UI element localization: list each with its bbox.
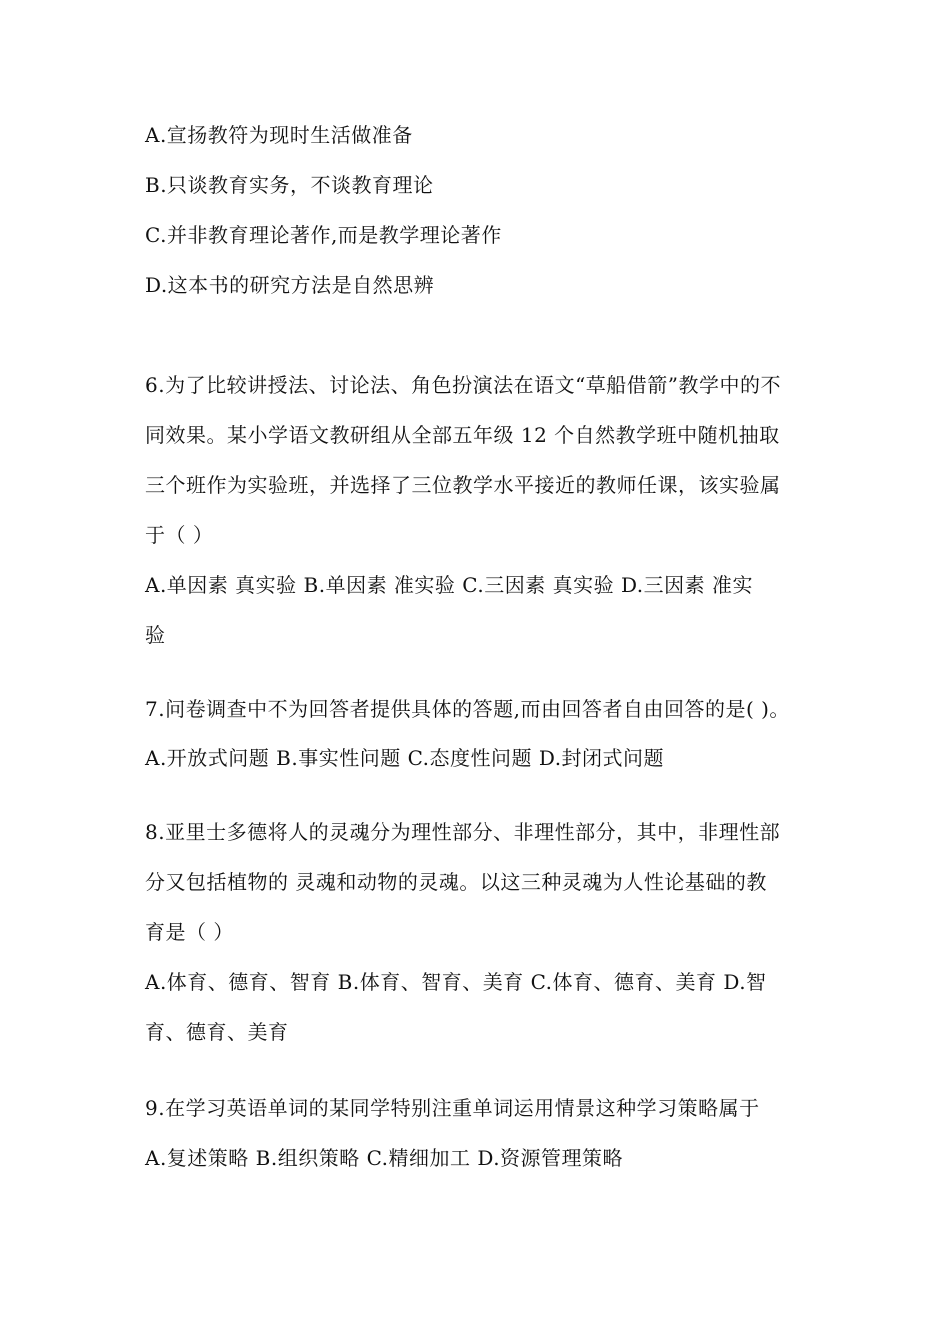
q9-stem: 9.在学习英语单词的某同学特别注重单词运用情景这种学习策略属于 xyxy=(145,1096,760,1120)
q8-stem-line-1: 8.亚里士多德将人的灵魂分为理性部分、非理性部分，其中，非理性部 xyxy=(145,820,781,844)
q5-option-c: C.并非教育理论著作,而是教学理论著作 xyxy=(145,223,502,247)
q7-options: A.开放式问题 B.事实性问题 C.态度性问题 D.封闭式问题 xyxy=(145,746,665,770)
q6-stem-line-1: 6.为了比较讲授法、讨论法、角色扮演法在语文“草船借箭”教学中的不 xyxy=(145,373,782,397)
q5-option-d: D.这本书的研究方法是自然思辨 xyxy=(145,273,435,297)
q8-stem-line-3: 育是（ ） xyxy=(145,920,234,944)
q8-stem-line-2: 分又包括植物的 灵魂和动物的灵魂。以这三种灵魂为人性论基础的教 xyxy=(145,870,767,894)
q8-options-line-2: 育、德育、美育 xyxy=(145,1020,289,1044)
q6-stem-line-2: 同效果。某小学语文教研组从全部五年级 12 个自然教学班中随机抽取 xyxy=(145,423,780,447)
q6-stem-line-4: 于（ ） xyxy=(145,523,214,547)
q6-options-line-1: A.单因素 真实验 B.单因素 准实验 C.三因素 真实验 D.三因素 准实 xyxy=(145,573,753,597)
q9-options: A.复述策略 B.组织策略 C.精细加工 D.资源管理策略 xyxy=(145,1146,624,1170)
q8-options-line-1: A.体育、德育、智育 B.体育、智育、美育 C.体育、德育、美育 D.智 xyxy=(145,970,767,994)
q7-stem: 7.问卷调查中不为回答者提供具体的答题,而由回答者自由回答的是( )。 xyxy=(145,697,790,721)
q5-option-b: B.只谈教育实务，不谈教育理论 xyxy=(145,173,434,197)
q6-options-line-2: 验 xyxy=(145,623,166,647)
q6-stem-line-3: 三个班作为实验班，并选择了三位教学水平接近的教师任课，该实验属 xyxy=(145,473,781,497)
q5-option-a: A.宣扬教符为现时生活做准备 xyxy=(145,123,413,147)
